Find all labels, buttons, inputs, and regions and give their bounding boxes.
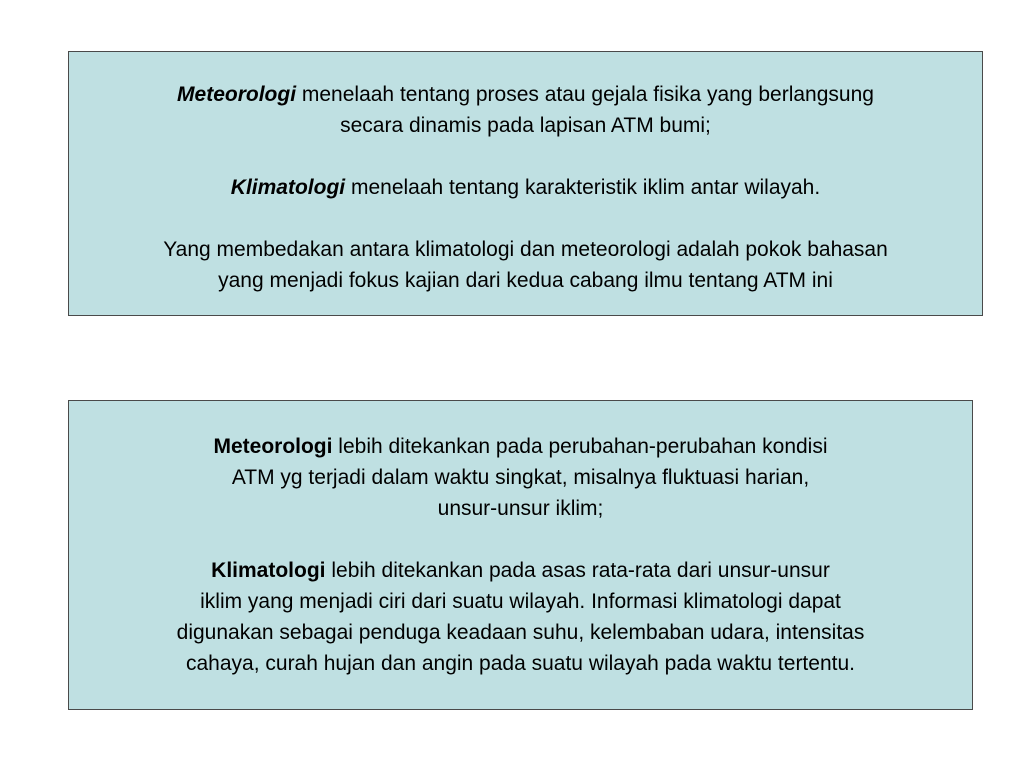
term-meteorologi: Meteorologi	[213, 435, 333, 458]
text-line: yang menjadi fokus kajian dari kedua cabang ilmu tentang ATM ini	[218, 269, 833, 292]
difference-statement	[69, 234, 982, 296]
text-line: iklim yang menjadi ciri dari suatu wilayah. Informasi klimatologi dapat	[200, 590, 841, 613]
definition-box	[68, 51, 983, 316]
text-line: secara dinamis pada lapisan ATM bumi;	[340, 114, 711, 137]
text-line	[69, 555, 972, 586]
paragraph-gap	[69, 524, 972, 555]
text-fragment: menelaah tentang proses atau gejala fisika yang berlangsung	[296, 83, 874, 106]
text-line	[69, 431, 972, 462]
meteorologi-definition	[69, 79, 982, 141]
paragraph-gap	[69, 141, 982, 172]
text-line: Yang membedakan antara klimatologi dan meteorologi adalah pokok bahasan	[163, 238, 888, 261]
text-line	[69, 172, 982, 203]
text-line: ATM yg terjadi dalam waktu singkat, misalnya fluktuasi harian,	[231, 466, 810, 489]
text-line: digunakan sebagai penduga keadaan suhu, kelembaban udara, intensitas	[176, 621, 865, 644]
meteorologi-emphasis	[69, 431, 972, 524]
term-klimatologi: Klimatologi	[230, 176, 346, 199]
text-fragment: lebih ditekankan pada perubahan-perubahan kondisi	[332, 435, 828, 458]
klimatologi-definition	[69, 172, 982, 203]
klimatologi-emphasis	[69, 555, 972, 679]
term-meteorologi: Meteorologi	[177, 83, 297, 106]
text-fragment: menelaah tentang karakteristik iklim antar wilayah.	[345, 176, 821, 199]
paragraph-gap	[69, 203, 982, 234]
text-line	[69, 79, 982, 110]
emphasis-box	[68, 400, 973, 710]
term-klimatologi: Klimatologi	[211, 559, 326, 582]
text-line: cahaya, curah hujan dan angin pada suatu wilayah pada waktu tertentu.	[186, 652, 855, 675]
text-line: unsur-unsur iklim;	[437, 497, 604, 520]
text-fragment: lebih ditekankan pada asas rata-rata dari unsur-unsur	[325, 559, 830, 582]
